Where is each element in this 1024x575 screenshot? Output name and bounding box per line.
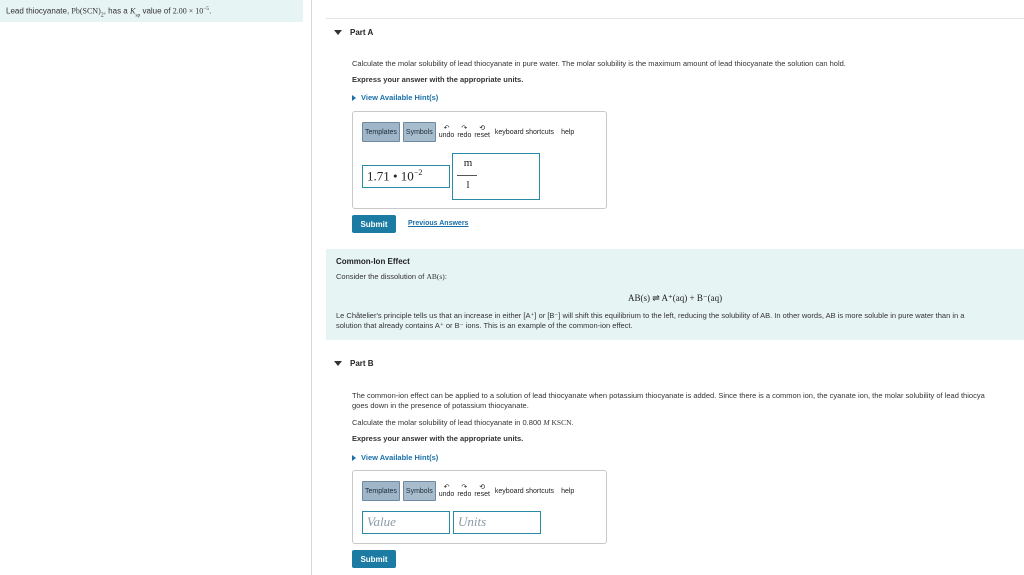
units-input[interactable] (453, 511, 541, 534)
math-toolbar (362, 122, 576, 142)
math-toolbar (362, 481, 576, 501)
symbols-button[interactable]: Symbols (403, 122, 436, 142)
formula: Pb(SCN) (71, 6, 101, 16)
intro-prefix: Consider the dissolution of (336, 272, 427, 281)
redo-icon: ↷ (461, 125, 468, 132)
value-placeholder: Value (367, 514, 396, 529)
reset-icon: ⟲ (479, 125, 486, 132)
part-a-question: Calculate the molar solubility of lead thiocyanate in pure water. The molar solubility is the maximum amount of lead thiocyanate the solution can hold. (352, 59, 846, 68)
part-b-instruction: Express your answer with the appropriate units. (352, 434, 524, 443)
part-b-hint-link[interactable] (352, 453, 438, 462)
undo-icon: ↶ (443, 484, 450, 491)
common-ion-intro (336, 272, 447, 282)
units-input[interactable] (452, 153, 540, 200)
reset-label: reset (474, 132, 490, 139)
symbols-button[interactable]: Symbols (403, 481, 436, 501)
ksp-exponent: −5 (203, 6, 210, 12)
expand-caret-icon (352, 455, 356, 461)
hint-label: View Available Hint(s) (361, 93, 439, 102)
problem-stem (0, 0, 303, 22)
common-ion-explanation-2: solution that already contains A⁺ or B⁻ ions. This is an example of the common-ion effect. (336, 321, 633, 330)
value-input[interactable] (362, 165, 450, 188)
reset-button[interactable] (474, 484, 490, 498)
dissolution-equation: AB(s) ⇌ A⁺(aq) + B⁻(aq) (628, 293, 723, 303)
previous-answers-link[interactable]: Previous Answers (408, 220, 469, 227)
hint-label: View Available Hint(s) (361, 453, 439, 462)
reset-icon: ⟲ (479, 484, 486, 491)
part-a-label: Part A (350, 28, 374, 37)
ksp-value: 2.00 × 10 (172, 6, 204, 16)
stem-end: . (209, 6, 212, 16)
part-b-label: Part B (350, 359, 374, 368)
common-ion-title: Common-Ion Effect (336, 257, 410, 266)
collapse-caret-icon[interactable] (334, 361, 342, 366)
calc-prefix: Calculate the molar solubility of lead thiocyanate in 0.800 (352, 418, 544, 427)
ksp-symbol: K (129, 6, 136, 16)
part-a-instruction: Express your answer with the appropriate units. (352, 75, 524, 84)
part-a-submit-button[interactable]: Submit (352, 215, 396, 233)
unit-numerator: m (463, 157, 473, 169)
part-b-submit-button[interactable]: Submit (352, 550, 396, 568)
redo-label: redo (457, 132, 472, 139)
intro-suffix: : (444, 272, 447, 281)
undo-button[interactable] (439, 484, 455, 498)
redo-button[interactable] (457, 125, 471, 139)
fraction-bar (457, 175, 477, 176)
reset-button[interactable] (474, 125, 490, 139)
undo-button[interactable] (439, 125, 455, 139)
redo-label: redo (457, 491, 472, 498)
problem-pane (0, 0, 312, 575)
common-ion-explanation-1: Le Châtelier's principle tells us that an increase in either [A⁺] or [B⁻] will shift this equilibrium to the left, reducing the solubility of AB. In other words, AB is more soluble in pure water than in a (336, 311, 965, 320)
ksp-subscript: sp (135, 12, 141, 19)
undo-label: undo (438, 132, 455, 139)
parts-pane (326, 18, 1024, 575)
help-link[interactable]: help (561, 487, 575, 495)
templates-button[interactable]: Templates (362, 481, 400, 501)
unit-denominator: l (466, 179, 470, 191)
intro-formula: AB(s) (426, 272, 445, 281)
reset-label: reset (474, 491, 490, 498)
expand-caret-icon (352, 95, 356, 101)
common-ion-section (326, 249, 1024, 340)
undo-label: undo (438, 491, 455, 498)
value-input[interactable] (362, 511, 450, 534)
templates-button[interactable]: Templates (362, 122, 400, 142)
part-a-answer-box (352, 111, 607, 209)
collapse-caret-icon[interactable] (334, 30, 342, 35)
redo-icon: ↷ (461, 484, 468, 491)
part-b-calc (352, 418, 574, 428)
calc-end: . (571, 418, 574, 427)
keyboard-shortcuts-link[interactable]: keyboard shortcuts (494, 128, 555, 136)
part-b-answer-box (352, 470, 607, 544)
help-link[interactable]: help (561, 128, 575, 136)
calc-formula: KSCN (549, 418, 572, 427)
value-mantissa: 1.71 • 10 (367, 168, 414, 184)
stem-prefix: Lead thiocyanate, (6, 6, 72, 16)
value-exponent: −2 (413, 168, 423, 177)
divider (326, 18, 1024, 19)
calc-unit: M (543, 418, 550, 427)
redo-button[interactable] (457, 484, 471, 498)
part-a-hint-link[interactable] (352, 93, 438, 102)
stem-value-prefix: value of (140, 6, 173, 16)
units-placeholder: Units (458, 514, 487, 529)
stem-mid: , has a (103, 6, 130, 16)
part-b-question-1: The common-ion effect can be applied to a solution of lead thiocyanate when potassium thiocyanate is added. Since there is a common ion, the cyanate ion, the molar solubility of lead thiocya (352, 391, 985, 400)
part-b-question-2: goes down in the presence of potassium thiocyanate. (352, 401, 529, 410)
undo-icon: ↶ (443, 125, 450, 132)
keyboard-shortcuts-link[interactable]: keyboard shortcuts (494, 487, 555, 495)
part-a-header[interactable] (334, 28, 373, 37)
part-b-header[interactable] (334, 359, 374, 368)
formula-subscript: 2 (100, 12, 104, 19)
